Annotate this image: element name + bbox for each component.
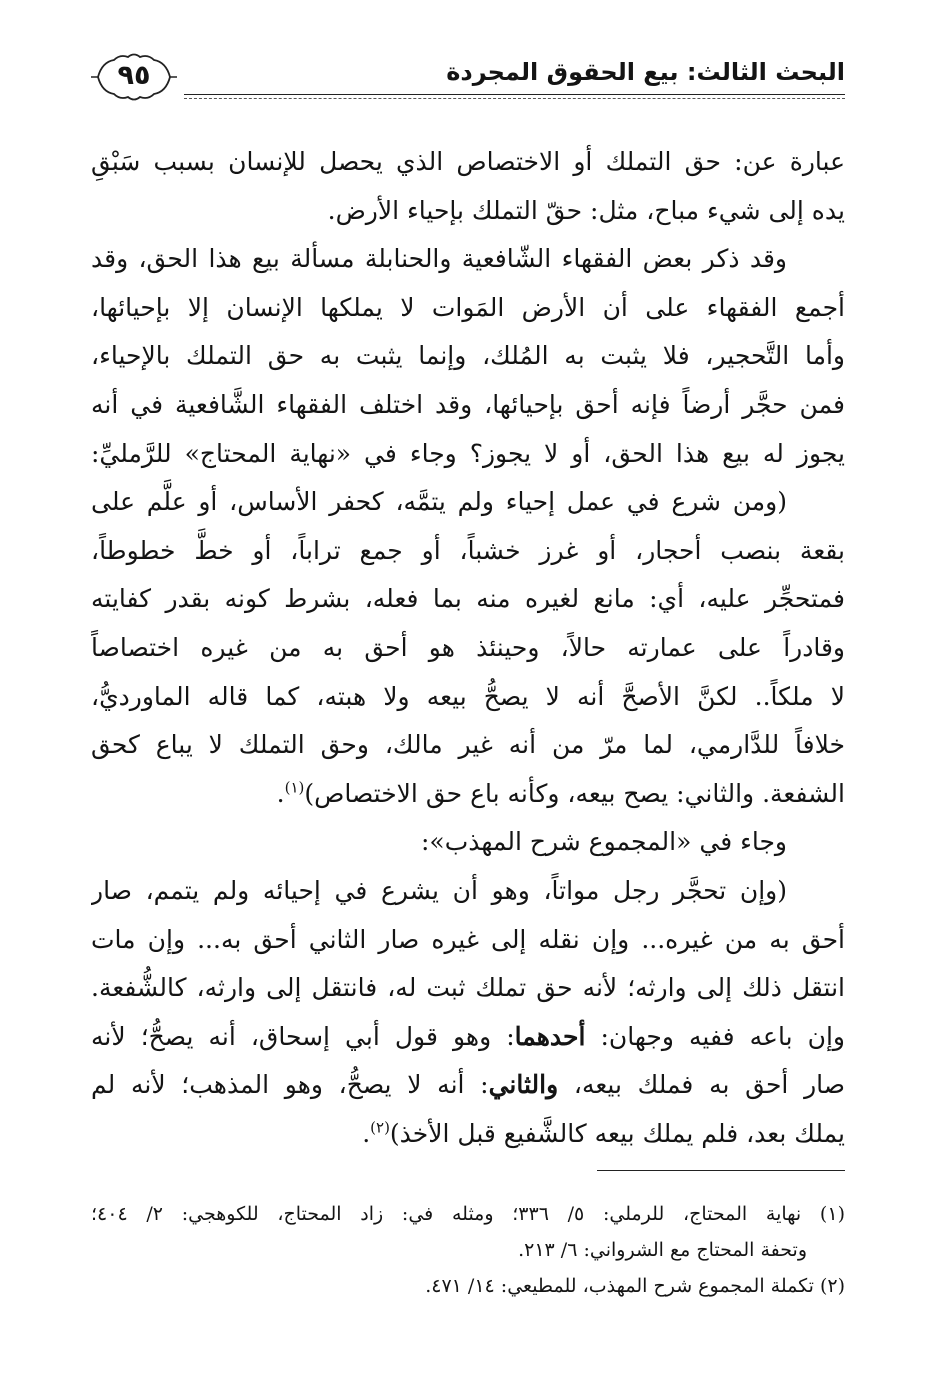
text-line: خلافاً للدَّارمي، لما مرّ من أنه غير مالك، وحق التملك لا يباع كحق bbox=[91, 730, 845, 760]
page-number-badge bbox=[88, 48, 180, 106]
text-line bbox=[91, 1061, 845, 1110]
text-line: الشفعة. والثاني: يصح بيعه، وكأنه باع حق الاختصاص)$^{(١)}$. bbox=[276, 778, 845, 808]
text-line: وجاء في «المجموع شرح المهذب»: bbox=[420, 827, 787, 857]
text-line: يجوز له بيع هذا الحق، أو لا يجوز؟ وجاء في «نهاية المحتاج» للرَّمليِّ: bbox=[91, 438, 845, 468]
paragraph-1 bbox=[91, 138, 845, 235]
text-segment: صار أحق به فملك بيعه، bbox=[558, 1070, 845, 1100]
quotation-1 bbox=[91, 478, 845, 818]
text-line: وأما التَّحجير، فلا يثبت به المُلك، وإنما يثبت به حق التملك بالإحياء، bbox=[91, 341, 845, 371]
running-header bbox=[88, 44, 845, 102]
text-line: فمن حجَّر أرضاً فإنه أحق بإحيائها، وقد اختلف الفقهاء الشَّافعية في أنه bbox=[91, 389, 845, 419]
text-segment: الشفعة. والثاني: يصح بيعه، وكأنه باع حق الاختصاص) bbox=[304, 778, 845, 808]
main-text bbox=[91, 138, 845, 1158]
footnote-separator bbox=[597, 1170, 845, 1171]
text-line: وقادراً على عمارته حالاً، وحينئذ هو أحق به من غيره اختصاصاً bbox=[91, 632, 845, 662]
text-line: فمتحجِّر عليه، أي: مانع لغيره منه بما فعله، بشرط كونه بقدر كفايته bbox=[91, 584, 845, 614]
footnote-1-continuation: وتحفة المحتاج مع الشرواني: ٦/ ٢١٣. bbox=[518, 1239, 807, 1261]
text-line: لا ملكاً.. لكنَّ الأصحَّ أنه لا يصحُّ بيعه ولا هبته، كما قاله الماورديُّ، bbox=[91, 681, 845, 711]
text-line: يملك بعد، فلم يملك بيعه كالشَّفيع قبل الأخذ)$^{(٢)}$. bbox=[362, 1118, 845, 1148]
text-line: أحق به من غيره... وإن نقله إلى غيره صار الثاني أحق به... وإن مات bbox=[91, 924, 845, 954]
text-line: بقعة بنصب أحجار، أو غرز خشباً، أو جمع تراباً، أو خطَّ خطوطاً، bbox=[91, 535, 845, 565]
text-line: عبارة عن: حق التملك أو الاختصاص الذي يحصل للإنسان بسبب سَبْقِ bbox=[91, 147, 845, 176]
bold-term: والثاني bbox=[488, 1070, 559, 1100]
text-segment: : وهو قول أبي إسحاق، أنه يصحُّ؛ لأنه bbox=[91, 1021, 515, 1051]
chapter-title: البحث الثالث: بيع الحقوق المجردة bbox=[446, 58, 845, 86]
quotation-2 bbox=[91, 867, 845, 1159]
header-rule-dashed bbox=[184, 98, 845, 99]
text-line bbox=[91, 1013, 845, 1062]
footnote-1: (١) نهاية المحتاج، للرملي: ٥/ ٣٣٦؛ ومثله في: زاد المحتاج، للكوهجي: ٢/ ٤٠٤؛ bbox=[91, 1203, 845, 1225]
footnote-ref-2[interactable]: (٢) bbox=[370, 1118, 390, 1137]
text-segment: يملك بعد، فلم يملك بيعه كالشَّفيع قبل الأخذ) bbox=[389, 1118, 845, 1148]
page-number: ٩٥ bbox=[117, 60, 151, 91]
text-segment: : أنه لا يصحُّ، وهو المذهب؛ لأنه لم bbox=[91, 1070, 489, 1100]
footnote-ref-1[interactable]: (١) bbox=[284, 778, 305, 797]
bold-term: أحدهما bbox=[514, 1021, 586, 1051]
footnote-2: (٢) تكملة المجموع شرح المهذب، للمطيعي: ١٤/ ٤٧١. bbox=[425, 1275, 845, 1297]
footnotes bbox=[91, 1196, 845, 1304]
text-line: (ومن شرع في عمل إحياء ولم يتمَّه، كحفر الأساس، أو علَّم على bbox=[91, 487, 787, 517]
text-line: (وإن تحجَّر رجل مواتاً، وهو أن يشرع في إحيائه ولم يتمم، صار bbox=[91, 875, 787, 905]
text-line: أجمع الفقهاء على أن الأرض المَوات لا يملكها الإنسان إلا بإحيائها، bbox=[91, 292, 845, 322]
text-line: يده إلى شيء مباح، مثل: حقّ التملك بإحياء الأرض. bbox=[327, 195, 845, 225]
text-segment: وإن باعه ففيه وجهان: bbox=[585, 1021, 845, 1051]
paragraph-3 bbox=[91, 818, 845, 867]
header-rule bbox=[184, 94, 845, 95]
text-line: انتقل ذلك إلى وارثه؛ لأنه حق تملك ثبت له، فانتقل إلى وارثه، كالشُّفعة. bbox=[91, 973, 845, 1003]
paragraph-2 bbox=[91, 235, 845, 478]
text-line: وقد ذكر بعض الفقهاء الشّافعية والحنابلة مسألة بيع هذا الحق، وقد bbox=[91, 244, 787, 274]
